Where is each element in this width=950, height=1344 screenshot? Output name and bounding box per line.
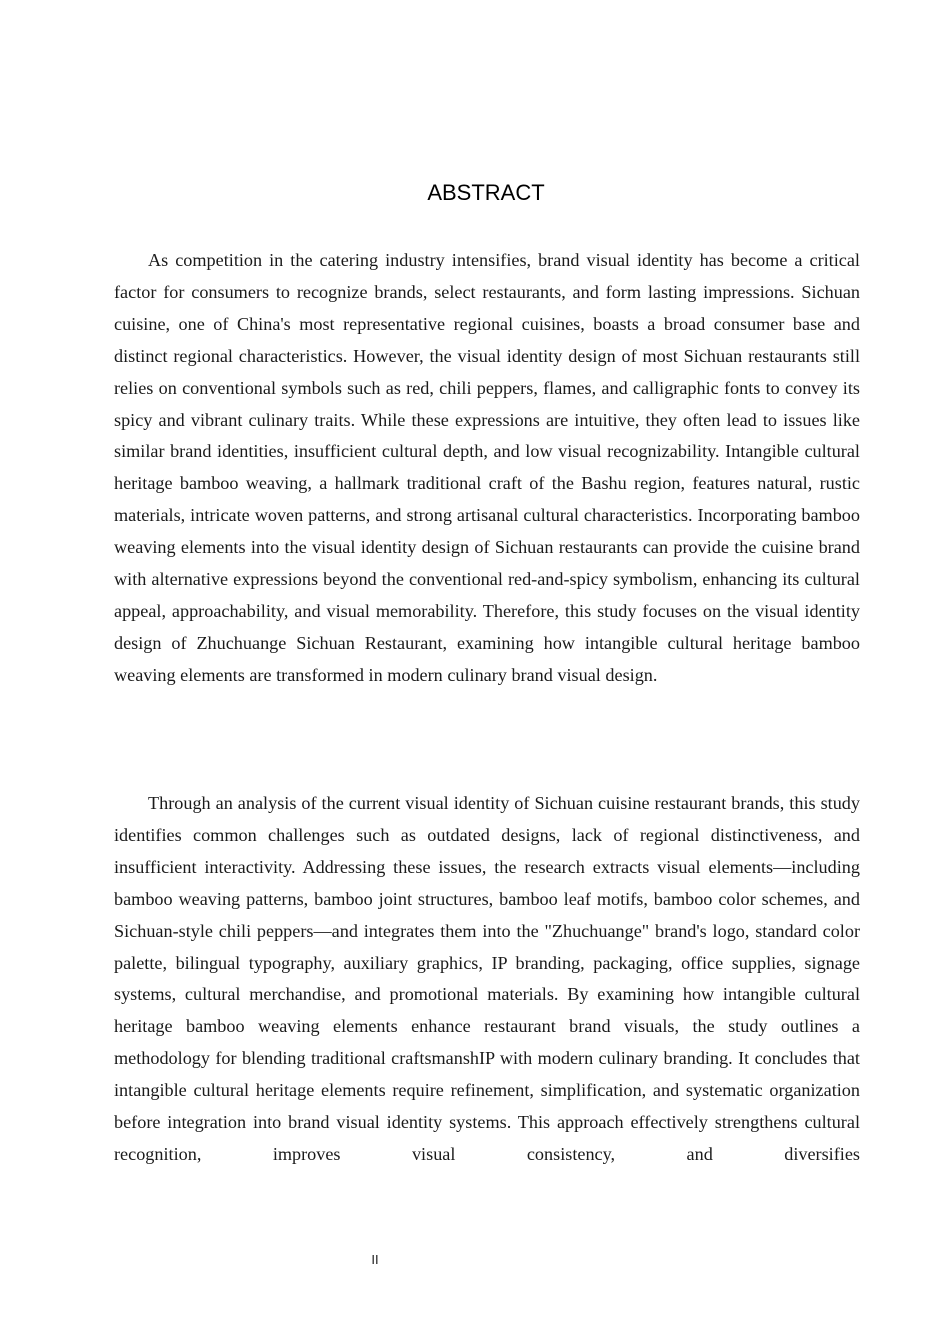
abstract-paragraph-1-text: As competition in the catering industry intensifies, brand visual identity has become a critical factor for consumers to recognize brands, select restaurants, and form lasting impressions. Sichuan cuisine, one of China's most representative regional cuisines, boasts a broad consumer base and distinct regional characteristics. However, the visual identity design of most Sichuan restaurants still relies on conventional symbols such as red, chili peppers, flames, and calligraphic fonts to convey its spicy and vibrant culinary traits. While these expressions are intuitive, they often lead to issues like similar brand identities, insufficient cultural depth, and low visual recognizability. Intangible cultural heritage bamboo weaving, a hallmark traditional craft of the Bashu region, features natural, rustic materials, intricate woven patterns, and strong artisanal cultural characteristics. Incorporating bamboo weaving elements into the visual identity design of Sichuan restaurants can provide the cuisine brand with alternative expressions beyond the conventional red-and-spicy symbolism, enhancing its cultural appeal, approachability, and visual memorability. Therefore, this study focuses on the visual identity design of Zhuchuange Sichuan Restaurant, examining how intangible cultural heritage bamboo weaving elements are transformed in modern culinary brand visual design. <box>114 250 860 685</box>
page-number: II <box>371 1252 379 1267</box>
abstract-paragraph-2-text: Through an analysis of the current visual identity of Sichuan cuisine restaurant brands, this study identifies common challenges such as outdated designs, lack of regional distinctiveness, and insufficient interactivity. Addressing these issues, the research extracts visual elements—including bamboo weaving patterns, bamboo joint structures, bamboo leaf motifs, bamboo color schemes, and Sichuan-style chili peppers—and integrates them into the "Zhuchuange" brand's logo, standard color palette, bilingual typography, auxiliary graphics, IP branding, packaging, office supplies, signage systems, cultural merchandise, and promotional materials. By examining how intangible cultural heritage bamboo weaving elements enhance restaurant brand visuals, the study outlines a methodology for blending traditional craftsmanshIP with modern culinary branding. It concludes that intangible cultural heritage elements require refinement, simplification, and systematic organization before integration into brand visual identity systems. This approach effectively strengthens cultural recognition, improves visual consistency, and diversifies <box>114 793 860 1164</box>
abstract-heading: ABSTRACT <box>427 180 545 205</box>
abstract-paragraph-1 <box>114 245 860 692</box>
abstract-paragraph-2 <box>114 788 860 1171</box>
